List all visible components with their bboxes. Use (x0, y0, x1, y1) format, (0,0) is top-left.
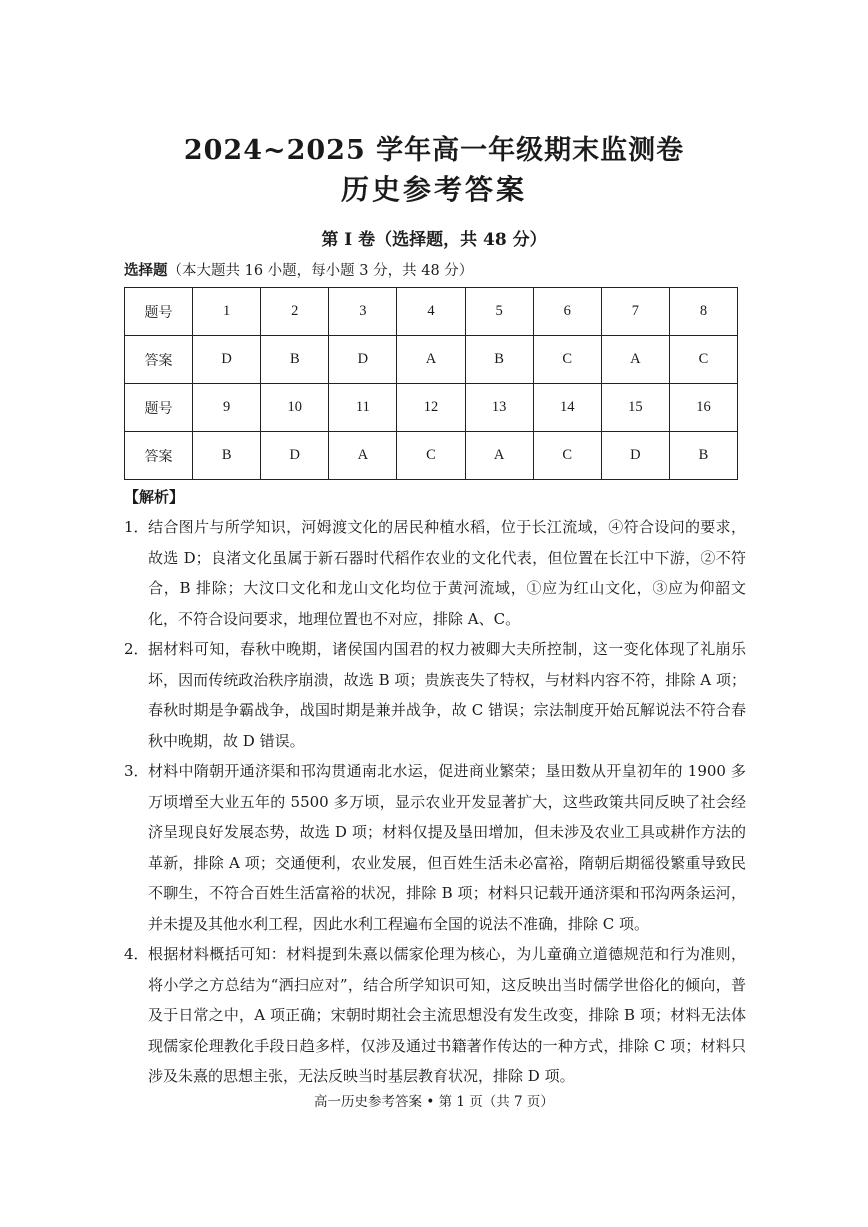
question-number-row-cell: 10 (261, 384, 329, 432)
answer-row-cell: D (601, 432, 669, 480)
section-intro-rest: （本大题共 16 小题，每小题 3 分，共 48 分） (167, 263, 474, 279)
answer-row-label: 答案 (125, 432, 193, 480)
question-number-row-cell: 14 (533, 384, 601, 432)
question-number-row-label: 题号 (125, 288, 193, 336)
analysis-item-1 (124, 512, 746, 634)
answer-row-cell: A (397, 336, 465, 384)
answer-row-label: 答案 (125, 336, 193, 384)
answer-row-cell: C (397, 432, 465, 480)
question-number-row-cell: 1 (193, 288, 261, 336)
analysis-heading: 【解析】 (124, 488, 185, 506)
analysis-item-4 (124, 939, 746, 1092)
question-number-row-cell: 4 (397, 288, 465, 336)
answer-row (125, 336, 738, 384)
question-number-row (125, 288, 738, 336)
question-number-row-cell: 13 (465, 384, 533, 432)
answer-row-cell: B (193, 432, 261, 480)
section-title (0, 225, 868, 250)
question-number-row-cell: 9 (193, 384, 261, 432)
answer-row-cell: A (329, 432, 397, 480)
question-number-row-cell: 11 (329, 384, 397, 432)
answer-row (125, 432, 738, 480)
question-number-row-cell: 12 (397, 384, 465, 432)
question-number-row-cell: 5 (465, 288, 533, 336)
section-title-text: 第 I 卷（选择题，共 48 分） (321, 230, 547, 250)
answer-row-cell: D (329, 336, 397, 384)
analysis-item-number: 1． (124, 518, 149, 536)
analysis-item-text: 材料中隋朝开通济渠和邗沟贯通南北水运，促进商业繁荣；垦田数从开皇初年的 1900 多万顷增至大业五年的 5500 多万顷，显示农业开发显著扩大，这些政策共同反映了社会经济呈现良好发展态势，故选 D 项；材料仅提及垦田增加，但未涉及农业工具或耕作方法的革新，排除 A 项；交通便利，农业发展，但百姓生活未必富裕，隋朝后期徭役繁重导致民不聊生，不符合百姓生活富裕的状况，排除 B 项；材料只记载开通济渠和邗沟两条运河，并未提及其他水利工程，因此水利工程遍布全国的说法不准确，排除 C 项。 (148, 762, 746, 933)
answer-row-cell: C (533, 336, 601, 384)
answer-row-cell: A (601, 336, 669, 384)
analysis-item-text: 结合图片与所学知识，河姆渡文化的居民种植水稻，位于长江流域，④符合设问的要求，故选 D；良渚文化虽属于新石器时代稻作农业的文化代表，但位置在长江中下游，②不符合，B 排除；大汶口文化和龙山文化均位于黄河流域，①应为红山文化，③应为仰韶文化，不符合设问要求，地理位置也不对应，排除 A、C。 (148, 518, 746, 628)
section-intro-bold: 选择题 (124, 262, 168, 279)
analysis-item-number: 2． (124, 640, 149, 658)
question-number-row-cell: 7 (601, 288, 669, 336)
analysis-item-3 (124, 756, 746, 939)
analysis-item-text: 据材料可知，春秋中晚期，诸侯国内国君的权力被卿大夫所控制，这一变化体现了礼崩乐坏，因而传统政治秩序崩溃，故选 B 项；贵族丧失了特权，与材料内容不符，排除 A 项；春秋时期是争霸战争，战国时期是兼并战争，故 C 错误；宗法制度开始瓦解说法不符合春秋中晚期，故 D 错误。 (148, 640, 746, 750)
analysis-item-number: 3． (124, 762, 149, 780)
answer-row-cell: C (533, 432, 601, 480)
answer-row-cell: B (465, 336, 533, 384)
answer-row-cell: D (261, 432, 329, 480)
section-intro (124, 259, 473, 280)
analysis-item-text: 根据材料概括可知：材料提到朱熹以儒家伦理为核心，为儿童确立道德规范和行为准则，将小学之方总结为“洒扫应对”，结合所学知识可知，这反映出当时儒学世俗化的倾向，普及于日常之中，A 项正确；宋朝时期社会主流思想没有发生改变，排除 B 项；材料无法体现儒家伦理教化手段日趋多样，仅涉及通过书籍著作传达的一种方式，排除 C 项；材料只涉及朱熹的思想主张，无法反映当时基层教育状况，排除 D 项。 (148, 945, 746, 1085)
analysis-item-number: 4． (124, 945, 149, 963)
question-number-row-cell: 6 (533, 288, 601, 336)
question-number-row-cell: 15 (601, 384, 669, 432)
question-number-row-cell: 3 (329, 288, 397, 336)
exam-subtitle: 历史参考答案 (340, 173, 527, 206)
answer-row-cell: D (193, 336, 261, 384)
answer-row-cell: B (669, 432, 737, 480)
answer-row-cell: A (465, 432, 533, 480)
answer-row-cell: B (261, 336, 329, 384)
answer-table (124, 287, 738, 480)
answer-row-cell: C (669, 336, 737, 384)
exam-title: 2024~2025 学年高一年级期末监测卷 (183, 135, 685, 166)
question-number-row-cell: 8 (669, 288, 737, 336)
question-number-row-cell: 16 (669, 384, 737, 432)
question-number-row-cell: 2 (261, 288, 329, 336)
page-footer: 高一历史参考答案 • 第 1 页（共 7 页） (314, 1094, 554, 1110)
question-number-row-label: 题号 (125, 384, 193, 432)
question-number-row (125, 384, 738, 432)
analysis-item-2 (124, 634, 746, 756)
